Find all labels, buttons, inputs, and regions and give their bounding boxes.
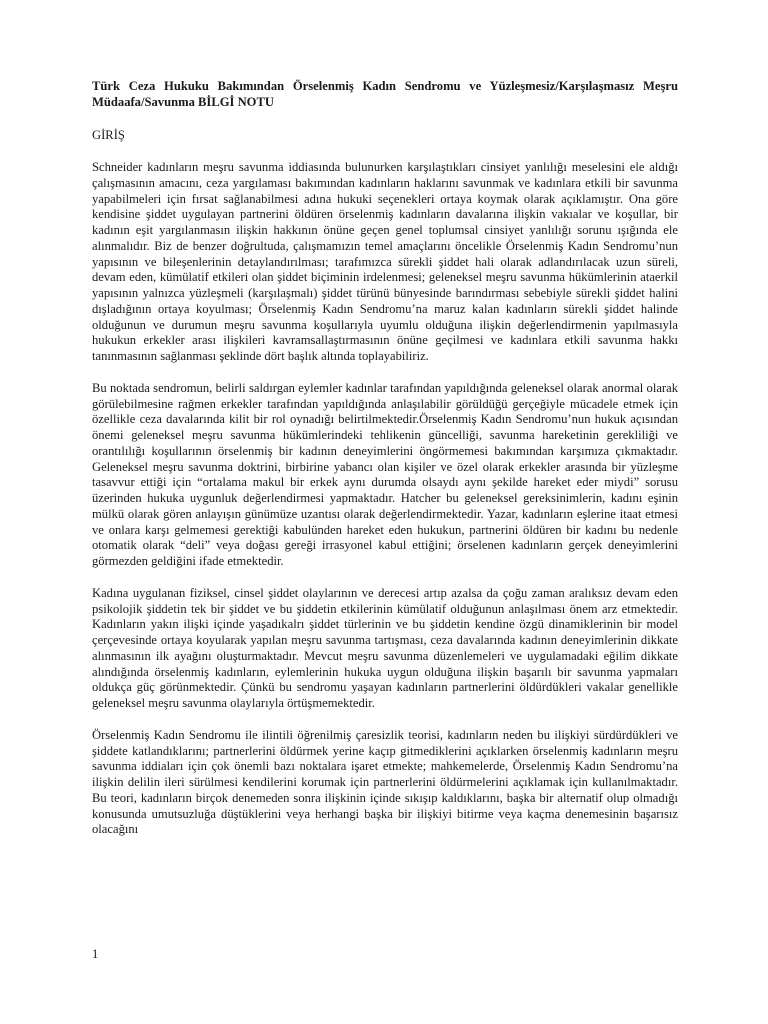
document-page — [92, 78, 678, 854]
section-heading: GİRİŞ — [92, 128, 125, 142]
document-title: Türk Ceza Hukuku Bakımından Örselenmiş Kadın Sendromu ve Yüzleşmesiz/Karşılaşmasız Meşru Müdaafa/Savunma BİLGİ NOTU — [92, 79, 678, 109]
page-number: 1 — [92, 947, 99, 961]
paragraph: Schneider kadınların meşru savunma iddiasında bulunurken karşılaştıkları cinsiyet yanlılığı meselesini ele aldığı çalışmasının amacını, ceza yargılaması bakımından kadınların haklarını savunmak ve kadınlara etkili bir savunma yapabilmeleri için fırsat sağlanabilmesi adına hukuki seçenekleri ortaya koymak olarak açıklamıştır. Ona göre kendisine şiddet uygulayan partnerini öldüren örselenmiş kadınların davalarına ilişkin vakıalar ve koşullar, bir kadının eşit yargılanmasın ilişkin hakkının önüne geçen genel toplumsal cinsiyet yanlılığı sorunu ışığında ele alınmalıdır. Biz de benzer doğrultuda, çalışmamızın temel amaçlarını öncelikle Örselenmiş Kadın Sendromu’nun yapısının ve bileşenlerinin detaylandırılması; tarafımızca sürekli şiddet hali olarak adlandırılacak uzun süreli, devam eden, kümülatif etkileri olan şiddet biçiminin irdelenmesi; geleneksel meşru savunma hükümlerinin ataerkil yapısının yalnızca yüzleşmeli (karşılaşmalı) şiddet türünü bünyesinde barındırması sebebiyle sürekli şiddet halini dışladığının ortaya koyulması; Örselenmiş Kadın Sendromu’na maruz kalan kadınların sürekli şiddet halinde olduğunun ve durumun meşru savunma koşullarıyla uyumlu olduğuna ilişkin değerlendirmenin yapılmasıyla hukukun erkekler arası ilişkileri kavramsallaştırmasının önüne geçilmesi ve kadınlara etkili savunma hakkı tanınmasının sağlanması şeklinde dört başlık altında toplayabiliriz. — [92, 160, 678, 363]
paragraph: Kadına uygulanan fiziksel, cinsel şiddet olaylarının ve derecesi artıp azalsa da çoğu zaman aralıksız devam eden psikolojik şiddetin tek bir şiddet ve bu şiddetin etkilerinin kümülatif olduğunun anlaşılması önem arz etmektedir. Kadınların yakın ilişki içinde yaşadıkalrı şiddet türlerinin ve bu şiddetin kendine özgü dinamiklerinin bir model çerçevesinde ortaya koyularak yapılan meşru savunma tartışması, ceza davalarında kadının deneyimlerinin dikkate alınmasının ilk ayağını oluşturmaktadır. Mevcut meşru savunma düzenlemeleri ve uygulamadaki eğilim dikkate alındığında örselenmiş kadınların, eylemlerinin hukuka uygun olduğuna ilişkin başarılı bir savunma yapmaları oldukça güç görünmektedir. Çünkü bu sendromu yaşayan kadınların partnerlerini öldürdükleri vakalar genellikle geleneksel meşru savunma olaylarıyla örtüşmemektedir. — [92, 585, 678, 710]
paragraph: Örselenmiş Kadın Sendromu ile ilintili öğrenilmiş çaresizlik teorisi, kadınların neden bu ilişkiyi sürdürdükleri ve şiddete katlandıklarını; partnerlerini öldürmek yerine kaçıp gitmediklerini açıklarken örselenmiş kadınların meşru savunma iddiaları için çok önemli bazı noktalara işaret etmekte; mahkemelerde, Örselenmiş Kadın Sendromu’na ilişkin delilin ileri sürülmesi kendilerini korumak için partnerlerini öldürmelerini açıklamak için kullanılmaktadır. Bu teori, kadınların birçok denemeden sonra ilişkinin içinde sıkışıp kaldıklarını, başka bir alternatif olup olmadığı konusunda umutsuzluğa düştüklerini veya herhangi başka bir ilişkiyi bitirme veya kaçma denemesinin başarısız olacağını — [92, 727, 678, 837]
paragraph: Bu noktada sendromun, belirli saldırgan eylemler kadınlar tarafından yapıldığında geleneksel olarak anormal olarak görülebilmesine rağmen erkekler tarafından yapıldığında anlaşılabilir görüldüğü gerçeğiyle mücadele etmek için özellikle ceza davalarında kilit bir rol oynadığı belirtilmektedir.Örselenmiş Kadın Sendromu’nun hukuk açısından önemi geleneksel meşru savunma hükümlerindeki tehlikenin güncelliği, savunma hareketinin gerekliliği ve orantılılığı koşullarının örselenmiş bir kadının deneyimlerini öngörmemesi bakımından karşımıza çıkmaktadır. Geleneksel meşru savunma doktrini, birbirine yabancı olan kişiler ve özel olarak erkekler arasında bir yüzleşme tasavvur ettiği için “ortalama makul bir erkek aynı durumda olsaydı aynı şekilde hareket eder miydi” sorusu üzerinden hukuka uygunluk değerlendirmesi yapmaktadır. Hatcher bu geleneksel gereksinimlerin, kadını eşinin mülkü olarak gören anlayışın günümüze uzantısı olarak değerlendirmektedir. Yazar, kadınların eşlerine itaat etmesi ve onlara karşı gelmemesi gerektiği kabulünden hareket eden hukukun, partnerini öldüren bir kadını bu nedenle otomatik olarak “deli” veya doğası gereği irrasyonel kabul ettiğini; örselenen kadınların gerçek deneyimlerini görmezden geldiğini ifade etmektedir. — [92, 380, 678, 568]
